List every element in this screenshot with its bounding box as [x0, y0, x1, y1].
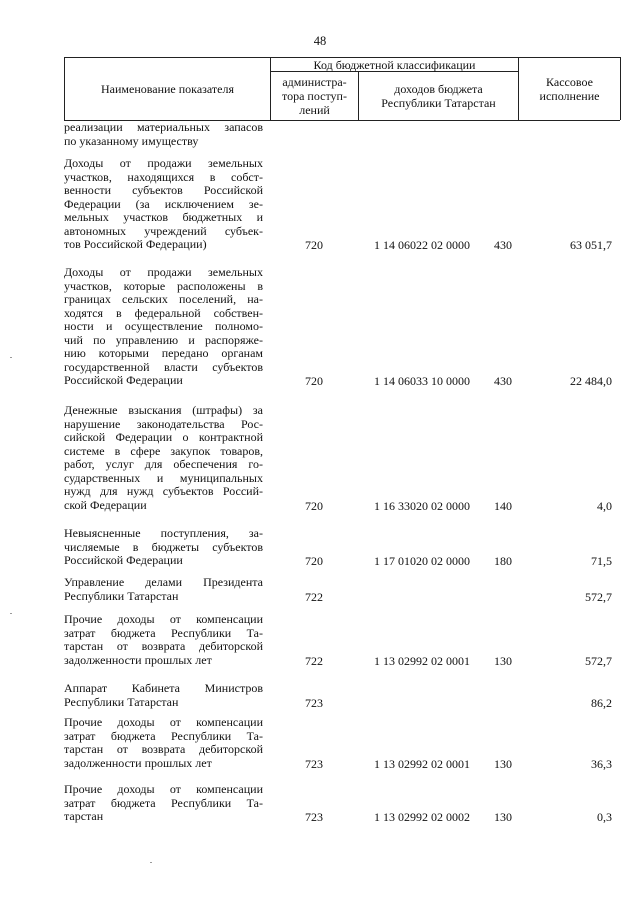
row-name-line: тарстан от возврата дебиторской: [64, 639, 263, 653]
row-name-line: Российской Федерации: [64, 373, 183, 387]
row-name-line: сийской Федерации о контрактной: [64, 430, 263, 444]
row-name: [64, 266, 263, 388]
row-name-line: Управление делами Президента: [64, 575, 263, 589]
row-name-line: нужд для нужд субъектов Россий-: [64, 484, 263, 498]
row-subcode: 430: [494, 374, 512, 388]
row-income-code: 1 16 33020 02 0000: [374, 498, 470, 513]
row-subcode: 180: [494, 554, 512, 568]
row-name: [64, 716, 263, 770]
row-subcode: 130: [494, 756, 512, 771]
row-name-line: Республики Татарстан: [64, 694, 179, 709]
row-name-line: нарушение законодательства Рос-: [64, 416, 263, 431]
row-amount: 22 484,0: [570, 374, 612, 388]
row-income-code: 1 13 02992 02 0002: [374, 810, 470, 824]
header-income-col: [359, 72, 518, 120]
row-admin-code: 723: [305, 695, 323, 710]
row-name-line: затрат бюджета Республики Та-: [64, 795, 263, 810]
row-name-line: тарстан от возврата дебиторской: [64, 742, 263, 756]
row-admin-code: 722: [305, 653, 323, 668]
row-name-line: ности и осуществление полномо-: [64, 319, 263, 333]
row-name-line: Прочие доходы от компенсации: [64, 782, 263, 796]
header-execution-col: [519, 58, 620, 120]
row-amount: 4,0: [597, 498, 612, 513]
header-execution-line: исполнение: [539, 89, 600, 103]
row-subcode: 130: [494, 810, 512, 824]
row-name-line: Аппарат Кабинета Министров: [64, 681, 263, 695]
row-amount: 0,3: [597, 810, 612, 824]
row-income-code: 1 14 06022 02 0000: [374, 238, 470, 252]
row-name-line: нию которыми передано органам: [64, 346, 263, 360]
scan-speck: [10, 357, 12, 358]
row-subcode: 430: [494, 238, 512, 252]
row-subcode: 130: [494, 653, 512, 668]
row-name-line: Доходы от продажи земельных: [64, 265, 263, 279]
header-admin-line: тора поступ-: [282, 89, 347, 103]
row-name: [64, 783, 263, 824]
row-name-line: реализации материальных запасов: [64, 120, 263, 134]
scan-speck: [150, 862, 152, 863]
row-name: [64, 121, 263, 148]
row-name-line: системе в сфере закупок товаров,: [64, 443, 263, 458]
row-admin-code: 720: [305, 554, 323, 568]
row-admin-code: 720: [305, 374, 323, 388]
header-execution-line: Кассовое: [546, 75, 593, 89]
row-name-line: тов Российской Федерации): [64, 237, 207, 251]
row-name-line: Доходы от продажи земельных: [64, 156, 263, 170]
row-admin-code: 720: [305, 498, 323, 513]
header-name-col: Наименование показателя: [101, 82, 234, 96]
row-amount: 36,3: [591, 756, 612, 771]
row-name-line: затрат бюджета Республики Та-: [64, 625, 263, 640]
row-name-line: работ, услуг для обеспечения го-: [64, 457, 263, 471]
row-name-line: Невыясненные поступления, за-: [64, 526, 263, 540]
row-name-line: Прочие доходы от компенсации: [64, 612, 263, 626]
row-name-line: Денежные взыскания (штрафы) за: [64, 403, 263, 417]
row-admin-code: 723: [305, 756, 323, 771]
row-name-line: ской Федерации: [64, 497, 147, 512]
row-name: [64, 576, 263, 603]
row-name-line: тарстан: [64, 809, 104, 823]
row-name-line: чий по управлению и распоряже-: [64, 332, 263, 347]
row-name-line: Прочие доходы от компенсации: [64, 715, 263, 729]
row-amount: 71,5: [591, 554, 612, 568]
row-name-line: автономных учреждений субъек-: [64, 223, 263, 238]
row-name-line: по указанному имуществу: [64, 133, 199, 148]
header-income-line: доходов бюджета: [394, 82, 483, 96]
header-right-rule: [620, 57, 621, 120]
row-amount: 63 051,7: [570, 238, 612, 252]
row-name-line: сударственных и муниципальных: [64, 470, 263, 485]
header-code-group: Код бюджетной классификации: [313, 57, 476, 72]
header-income-line: Республики Татарстан: [381, 96, 496, 110]
row-income-code: 1 14 06033 10 0000: [374, 374, 470, 388]
row-income-code: 1 13 02992 02 0001: [374, 653, 470, 668]
row-income-code: 1 13 02992 02 0001: [374, 756, 470, 771]
row-name: [64, 682, 263, 709]
row-name-line: государственной власти субъектов: [64, 359, 263, 374]
row-name: [64, 404, 263, 512]
row-name-line: задолженности прошлых лет: [64, 652, 212, 667]
header-admin-line: администра-: [282, 75, 347, 89]
row-amount: 86,2: [591, 695, 612, 710]
row-subcode: 140: [494, 498, 512, 513]
row-amount: 572,7: [585, 653, 612, 668]
row-name-line: границах сельских поселений, на-: [64, 292, 263, 306]
row-admin-code: 723: [305, 810, 323, 824]
row-name-line: венности субъектов Российской: [64, 183, 263, 197]
row-name-line: числяемые в бюджеты субъектов: [64, 539, 263, 554]
row-admin-code: 722: [305, 589, 323, 604]
row-name-line: участков, которые расположены в: [64, 278, 263, 293]
row-admin-code: 720: [305, 238, 323, 252]
row-income-code: 1 17 01020 02 0000: [374, 554, 470, 568]
page-number: 48: [313, 34, 327, 48]
row-name-line: мельных участков бюджетных и: [64, 210, 263, 224]
row-name: [64, 157, 263, 252]
row-amount: 572,7: [585, 589, 612, 604]
row-name-line: участков, находящихся в собст-: [64, 169, 263, 184]
row-name: [64, 613, 263, 667]
row-name-line: Республики Татарстан: [64, 588, 179, 603]
header-admin-line: лений: [299, 103, 330, 117]
row-name-line: ходятся в федеральной собствен-: [64, 305, 263, 320]
row-name-line: затрат бюджета Республики Та-: [64, 728, 263, 743]
row-name-line: Федерации (за исключением зе-: [64, 196, 263, 211]
scan-speck: [10, 613, 12, 614]
row-name: [64, 527, 263, 568]
header-admin-col: [271, 72, 358, 120]
row-name-line: Российской Федерации: [64, 553, 183, 567]
row-name-line: задолженности прошлых лет: [64, 755, 212, 770]
